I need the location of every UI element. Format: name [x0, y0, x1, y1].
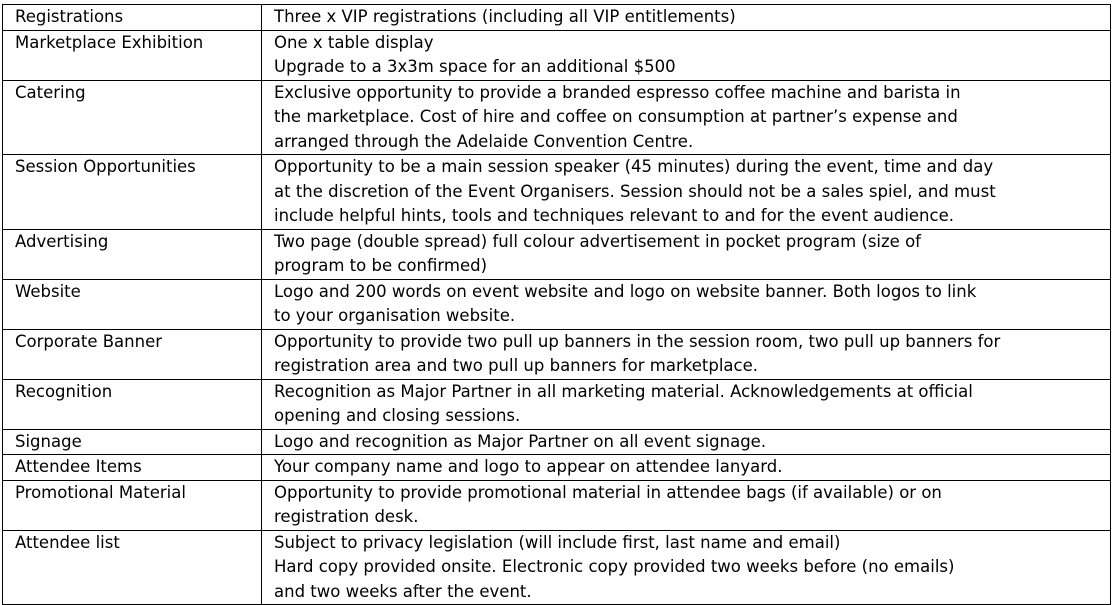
description-line: Opportunity to be a main session speaker (45 minutes) during the event, time and day [274, 157, 994, 176]
description-line: Your company name and logo to appear on attendee lanyard. [274, 457, 783, 476]
table-row [3, 229, 1111, 279]
description-line: Recognition as Major Partner in all marketing material. Acknowledgements at official [274, 381, 973, 401]
row-label: Promotional Material [3, 480, 262, 530]
description-line: registration area and two pull up banners for marketplace. [274, 356, 758, 375]
description-line: Logo and 200 words on event website and logo on website banner. Both logos to link [274, 281, 977, 301]
row-description [262, 155, 1111, 230]
row-label: Signage [3, 429, 262, 455]
description-line: One x table display [274, 32, 434, 52]
row-label: Marketplace Exhibition [3, 30, 262, 80]
description-line: to your organisation website. [274, 306, 516, 325]
row-description [262, 480, 1111, 530]
row-label: Attendee list [3, 530, 262, 605]
row-description [262, 379, 1111, 429]
row-description [262, 530, 1111, 605]
description-line: Upgrade to a 3x3m space for an additional $500 [274, 57, 676, 76]
table-row [3, 480, 1111, 530]
table-row [3, 379, 1111, 429]
description-line: registration desk. [274, 507, 419, 526]
description-line: Logo and recognition as Major Partner on all event signage. [274, 431, 767, 451]
table-row [3, 30, 1111, 80]
row-label: Registrations [3, 5, 262, 31]
row-label: Corporate Banner [3, 329, 262, 379]
row-label: Website [3, 279, 262, 329]
row-label: Catering [3, 80, 262, 155]
table-row [3, 329, 1111, 379]
table-row [3, 5, 1111, 31]
row-description [262, 30, 1111, 80]
description-line: Exclusive opportunity to provide a branded espresso coffee machine and barista in [274, 82, 961, 102]
table-row [3, 279, 1111, 329]
row-description [262, 80, 1111, 155]
table-row [3, 80, 1111, 155]
row-description [262, 229, 1111, 279]
table-row [3, 530, 1111, 605]
row-label: Advertising [3, 229, 262, 279]
description-line: Three x VIP registrations (including all VIP entitlements) [274, 7, 736, 26]
description-line: Opportunity to provide promotional material in attendee bags (if available) or on [274, 482, 942, 502]
description-line: program to be confirmed) [274, 256, 488, 275]
description-line: opening and closing sessions. [274, 406, 521, 425]
description-line: the marketplace. Cost of hire and coffee on consumption at partner’s expense and [274, 107, 958, 126]
table-row [3, 155, 1111, 230]
description-line: include helpful hints, tools and techniques relevant to and for the event audience. [274, 206, 954, 225]
row-label: Recognition [3, 379, 262, 429]
table-row [3, 429, 1111, 455]
description-line: Opportunity to provide two pull up banners in the session room, two pull up banners for [274, 331, 1001, 351]
row-label: Session Opportunities [3, 155, 262, 230]
row-description [262, 5, 1111, 31]
table-row [3, 455, 1111, 481]
row-description [262, 279, 1111, 329]
entitlements-table [2, 4, 1111, 605]
description-line: Subject to privacy legislation (will include first, last name and email) [274, 532, 841, 552]
description-line: Hard copy provided onsite. Electronic copy provided two weeks before (no emails) [274, 557, 955, 576]
row-description [262, 329, 1111, 379]
row-description [262, 429, 1111, 455]
entitlements-table-body [3, 5, 1111, 605]
description-line: arranged through the Adelaide Convention Centre. [274, 131, 694, 151]
description-line: Two page (double spread) full colour advertisement in pocket program (size of [274, 231, 921, 251]
row-label: Attendee Items [3, 455, 262, 481]
description-line: and two weeks after the event. [274, 581, 532, 601]
description-line: at the discretion of the Event Organisers. Session should not be a sales spiel, and must [274, 181, 996, 201]
row-description [262, 455, 1111, 481]
